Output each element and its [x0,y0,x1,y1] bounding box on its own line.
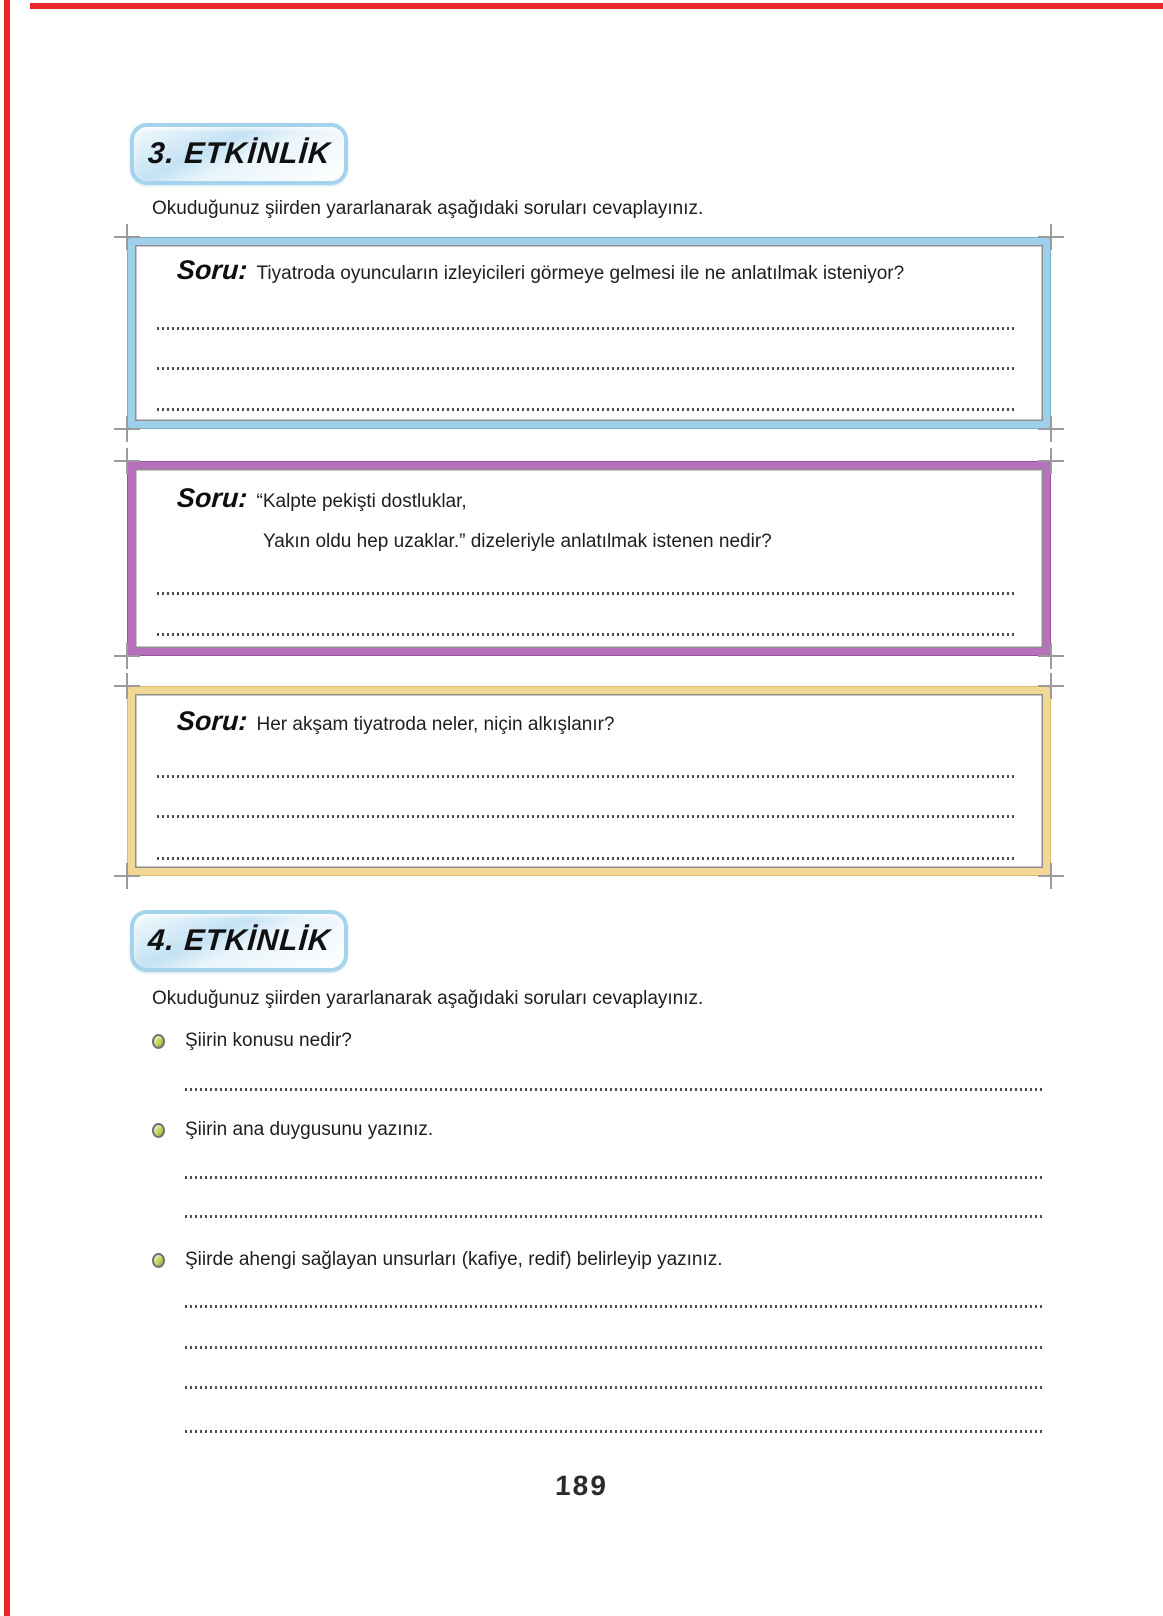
answer-line [185,1305,1045,1308]
answer-line [185,1215,1045,1218]
activity3-badge-label: 3. ETKİNLİK [146,137,332,170]
answer-line [157,592,1015,595]
answer-line [185,1088,1045,1091]
answer-line [157,857,1015,860]
bullet-icon [152,1253,165,1268]
answer-line [157,775,1015,778]
soru-label: Soru: [176,483,249,513]
question-box-yellow [128,687,1050,875]
question-text: Tiyatroda oyuncuların izleyicileri görmeye gelmesi ile ne anlatılmak isteniyor? [256,263,905,284]
answer-line [185,1176,1045,1179]
question-text: Her akşam tiyatroda neler, niçin alkışlanır? [256,714,615,735]
bullet-icon [152,1034,165,1049]
page-edge-left-line [4,0,10,1616]
activity4-instruction: Okuduğunuz şiirden yararlanarak aşağıdaki soruları cevaplayınız. [152,988,704,1009]
bullet-icon [152,1123,165,1138]
list-item [152,1030,352,1052]
answer-line [157,367,1015,370]
list-item [152,1119,433,1141]
answer-line [157,327,1015,330]
answer-line [157,815,1015,818]
list-item-text: Şiirin ana duygusunu yazınız. [185,1119,434,1140]
list-item [152,1249,723,1271]
question-text-line2: Yakın oldu hep uzaklar.” dizeleriyle anlatılmak istenen nedir? [263,531,772,552]
answer-line [185,1386,1045,1389]
soru-label: Soru: [176,706,249,736]
activity4-badge [130,910,348,972]
question-box-purple [128,462,1050,655]
question-box-blue [128,238,1050,428]
soru-label: Soru: [176,255,249,285]
activity3-instruction: Okuduğunuz şiirden yararlanarak aşağıdaki soruları cevaplayınız. [152,198,704,219]
page-number: 189 [554,1470,609,1501]
answer-line [157,408,1015,411]
activity3-badge [130,123,348,185]
answer-line [185,1346,1045,1349]
list-item-text: Şiirde ahengi sağlayan unsurları (kafiye, redif) belirleyip yazınız. [185,1249,723,1270]
answer-line [185,1430,1045,1433]
question-text-line1: “Kalpte pekişti dostluklar, [256,491,467,512]
activity4-badge-label: 4. ETKİNLİK [146,924,332,957]
list-item-text: Şiirin konusu nedir? [185,1030,352,1051]
page-edge-top-line [30,3,1163,9]
answer-line [157,633,1015,636]
